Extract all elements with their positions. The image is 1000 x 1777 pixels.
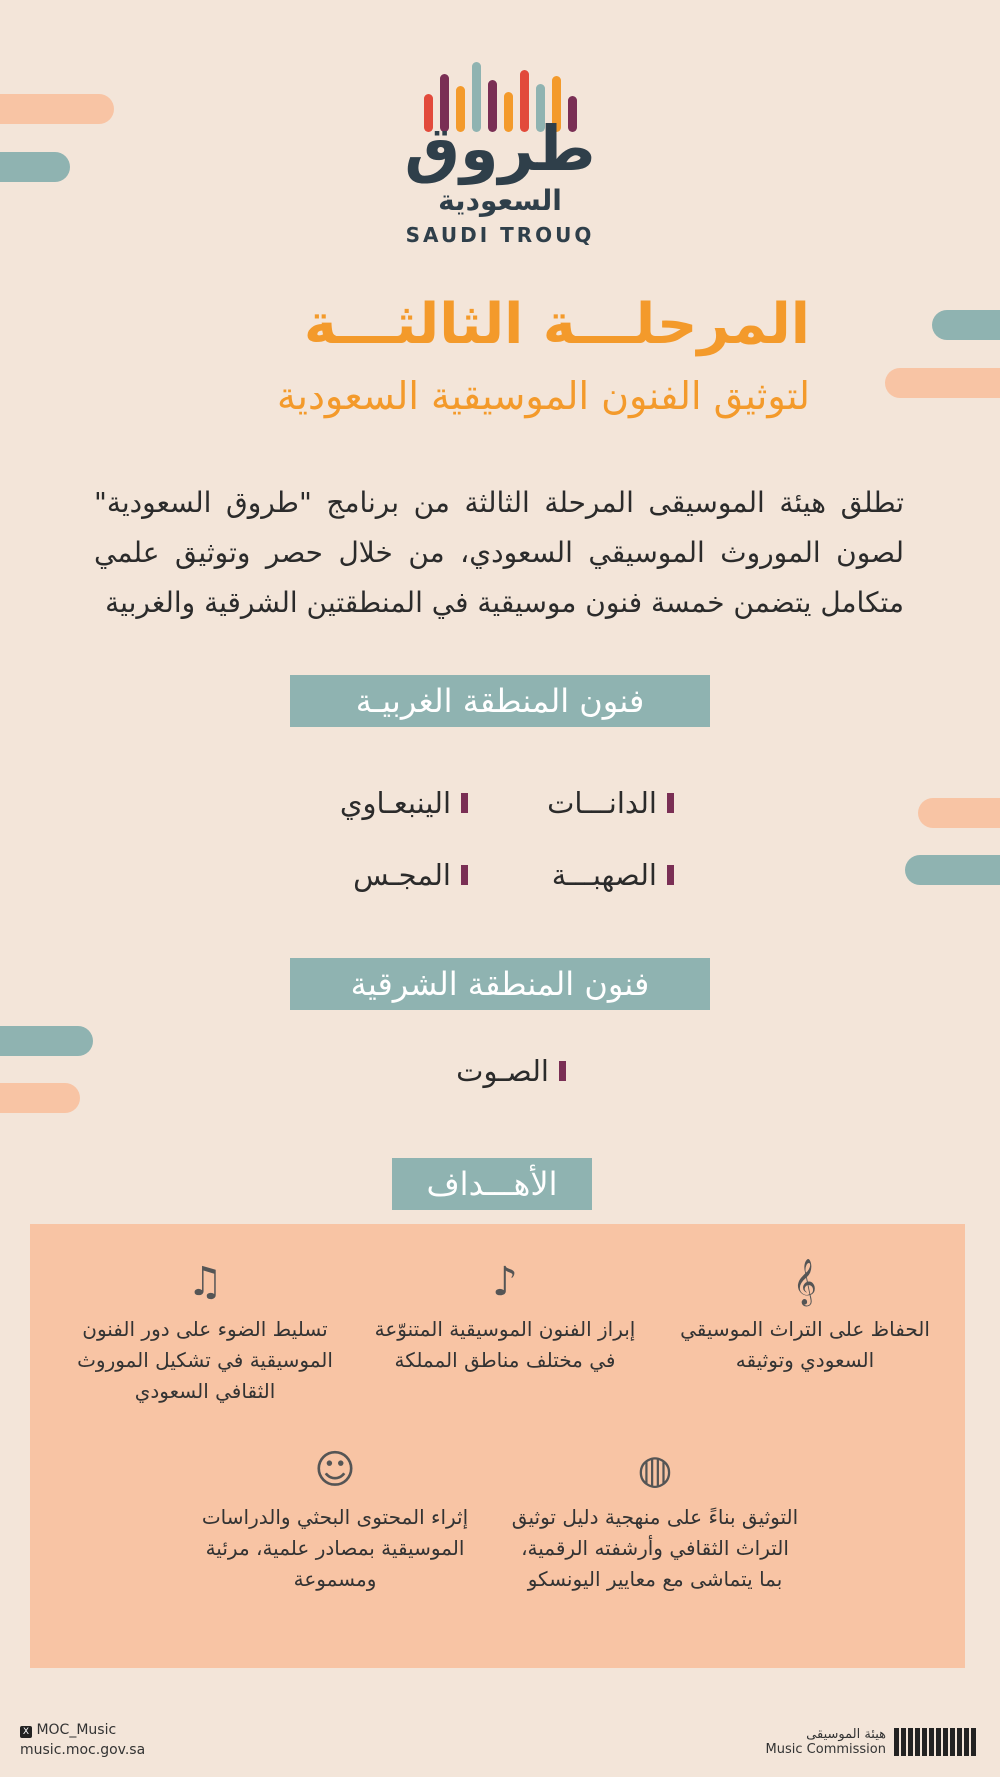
oud-icon: ♪ bbox=[492, 1259, 518, 1305]
footer-contact bbox=[20, 1720, 145, 1760]
decorative-stripe bbox=[0, 1026, 93, 1056]
decorative-stripe bbox=[0, 1083, 80, 1113]
music-sheet-icon: 𝄞 bbox=[793, 1259, 817, 1305]
bullet-icon bbox=[667, 865, 674, 885]
piano-icon bbox=[894, 1728, 976, 1756]
theater-masks-icon: ☺ bbox=[314, 1447, 356, 1493]
goal-item: 𝄞 الحفاظ على التراث الموسيقي السعودي وتوثيقه bbox=[670, 1260, 940, 1376]
music-commission-logo bbox=[766, 1727, 976, 1757]
decorative-stripe bbox=[918, 798, 1000, 828]
logo-arabic: طروق bbox=[404, 112, 596, 185]
decorative-stripe bbox=[932, 310, 1000, 340]
bullet-icon bbox=[667, 793, 674, 813]
website-link[interactable]: music.moc.gov.sa bbox=[20, 1742, 146, 1758]
social-handle[interactable]: X MOC_Music bbox=[20, 1720, 145, 1740]
logo-english: SAUDI TROUQ bbox=[405, 223, 595, 247]
decorative-stripe bbox=[885, 368, 1000, 398]
org-name-en: Music Commission bbox=[765, 1742, 886, 1757]
goals-heading: الأهـــداف bbox=[392, 1158, 592, 1210]
goal-item: ◍ التوثيق بناءً على منهجية دليل توثيق التراث الثقافي وأرشفته الرقمية، بما يتماشى مع معايير اليونسكو bbox=[511, 1447, 799, 1591]
bullet-icon bbox=[559, 1061, 566, 1081]
globe-book-icon: ◍ bbox=[637, 1447, 673, 1493]
intro-paragraph: تطلق هيئة الموسيقى المرحلة الثالثة من برنامج "طروق السعودية" لصون الموروث الموسيقي السعودي، من خلال حصر وتوثيق علمي متكامل يتضمن خمسة فنون موسيقية في المنطقتين الشرقية والغربية bbox=[94, 486, 904, 619]
goal-item: ♫ تسليط الضوء على دور الفنون الموسيقية في تشكيل الموروث الثقافي السعودي bbox=[60, 1260, 350, 1407]
western-region-heading: فنون المنطقة الغربيـة bbox=[290, 675, 710, 727]
western-item: المجـس bbox=[353, 858, 468, 892]
music-notes-icon: ♫ bbox=[187, 1259, 223, 1305]
western-item: الدانـــات bbox=[547, 786, 674, 820]
page-title: المرحلـــة الثالثـــة bbox=[303, 292, 810, 357]
eastern-item: الصـوت bbox=[456, 1054, 566, 1088]
page-subtitle: لتوثيق الفنون الموسيقية السعودية bbox=[277, 374, 810, 418]
goal-item: ♪ إبراز الفنون الموسيقية المتنوّعة في مختلف مناطق المملكة bbox=[370, 1260, 640, 1376]
goals-panel bbox=[30, 1224, 965, 1668]
saudi-trouq-logo bbox=[0, 62, 1000, 247]
logo-arabic-sub: السعودية bbox=[438, 184, 562, 217]
bullet-icon bbox=[461, 793, 468, 813]
org-name-ar: هيئة الموسيقى bbox=[806, 1727, 886, 1742]
bullet-icon bbox=[461, 865, 468, 885]
decorative-stripe bbox=[905, 855, 1000, 885]
western-item: الينبعـاوي bbox=[340, 786, 468, 820]
western-item: الصهبـــة bbox=[552, 858, 674, 892]
goal-item: ☺ إثراء المحتوى البحثي والدراسات الموسيقية بمصادر علمية، مرئية ومسموعة bbox=[190, 1448, 480, 1595]
x-icon: X bbox=[20, 1726, 32, 1738]
eastern-region-heading: فنون المنطقة الشرقية bbox=[290, 958, 710, 1010]
